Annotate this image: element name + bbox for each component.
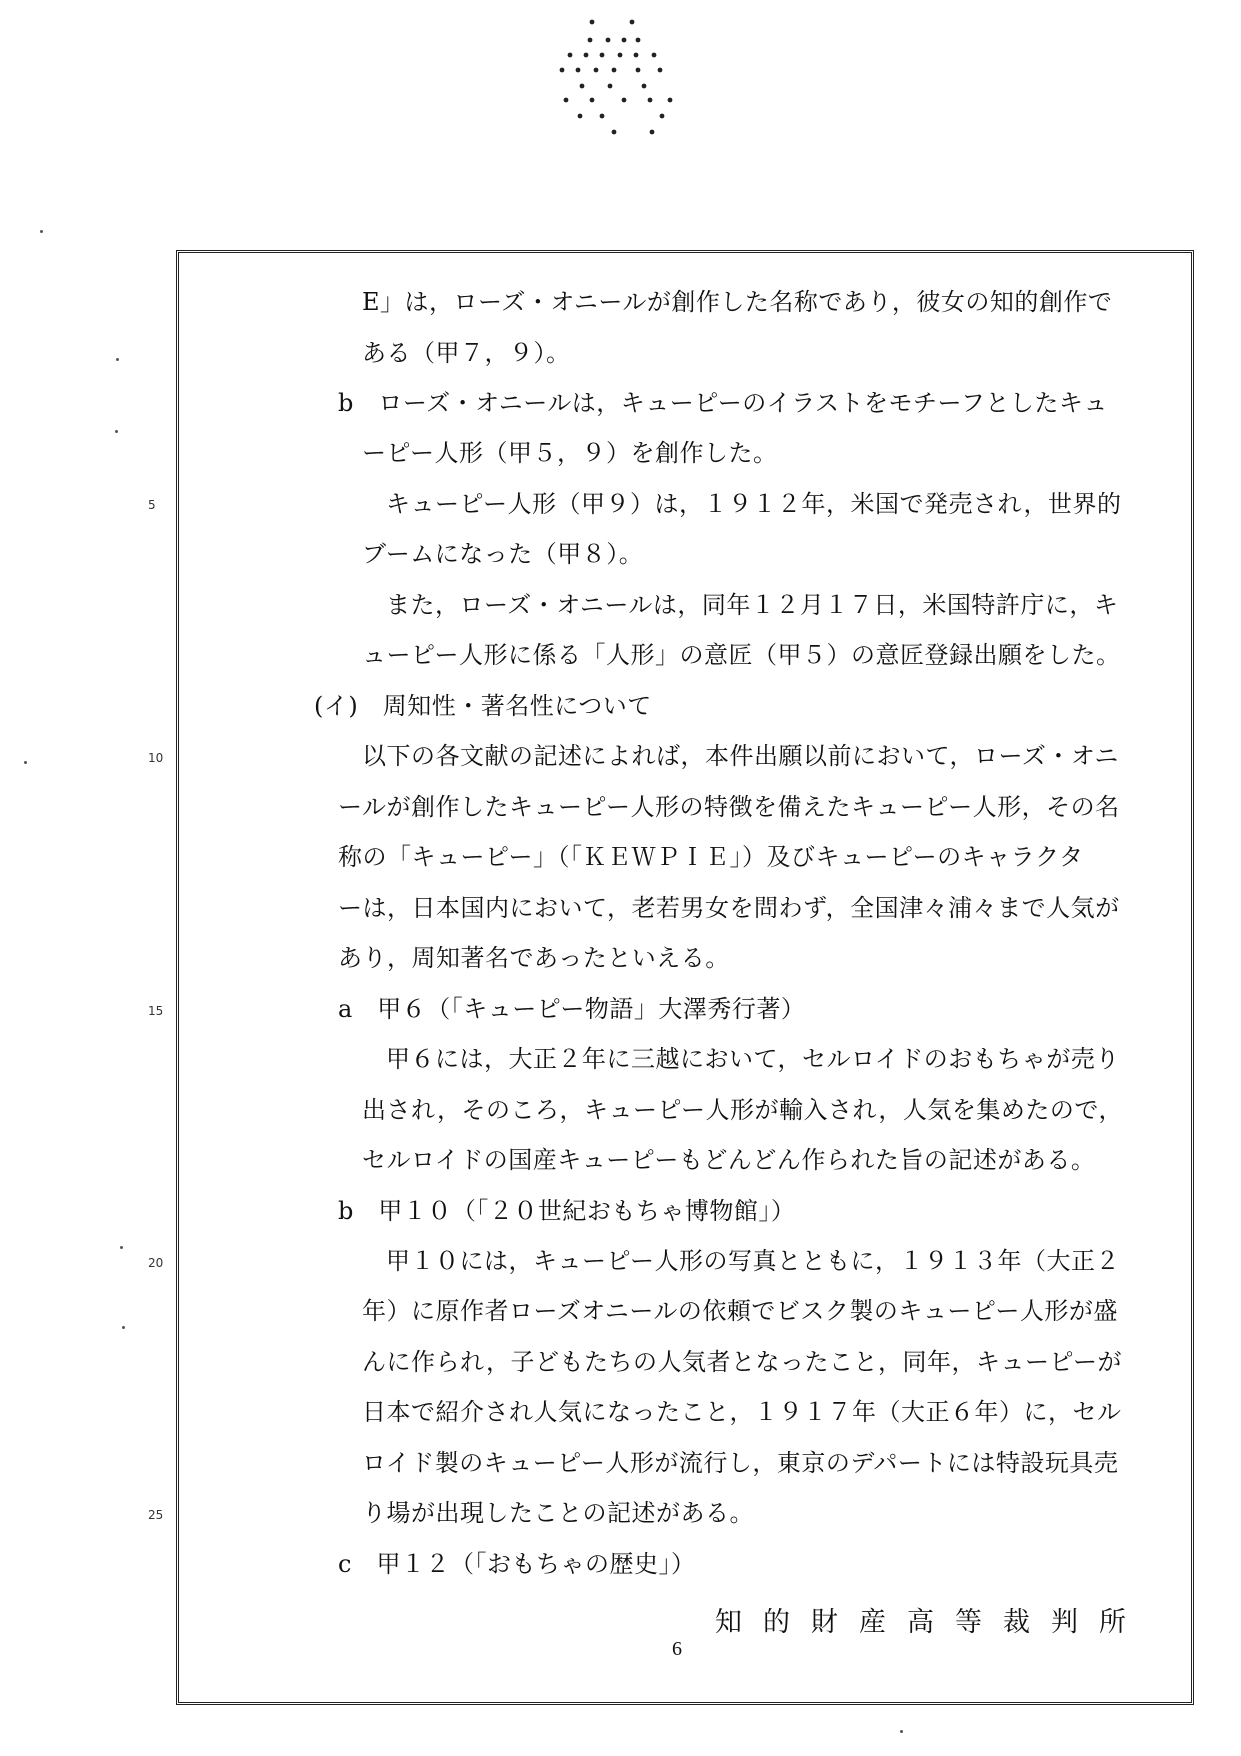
text-line: セルロイドの国産キューピーもどんどん作られた旨の記述がある。	[362, 1146, 1096, 1174]
text-line: 年）に原作者ローズオニールの依頼でビスク製のキューピー人形が盛	[362, 1297, 1118, 1325]
text-line: ューピー人形に係る「人形」の意匠（甲５）の意匠登録出願をした。	[362, 641, 1121, 669]
line-number: 15	[148, 1004, 164, 1018]
text-line: ロイド製のキューピー人形が流行し，東京のデパートには特設玩具売	[362, 1449, 1119, 1477]
text-line: ある（甲７，９）。	[362, 339, 571, 367]
scan-speck	[116, 358, 119, 361]
text-line: キューピー人形（甲９）は，１９１２年，米国で発売され，世界的	[386, 490, 1122, 518]
text-line: 以下の各文献の記述によれば，本件出願以前において，ローズ・オニ	[362, 742, 1119, 770]
scan-speck	[900, 1730, 903, 1733]
text-line: んに作られ，子どもたちの人気者となったこと，同年，キューピーが	[362, 1348, 1122, 1376]
text-line: ーは，日本国内において，老若男女を問わず，全国津々浦々まで人気が	[338, 894, 1120, 922]
page-number: 6	[672, 1638, 682, 1660]
court-name: 知的財産高等裁判所	[715, 1607, 1147, 1638]
text-line: a 甲６（「キューピー物語」大澤秀行著）	[338, 995, 806, 1023]
text-line: 甲１０には，キューピー人形の写真とともに，１９１３年（大正２	[386, 1247, 1121, 1275]
text-line: ールが創作したキューピー人形の特徴を備えたキューピー人形，その名	[338, 793, 1120, 821]
text-line: b 甲１０（「２０世紀おもちゃ博物館」）	[338, 1197, 796, 1225]
perforation-dots	[540, 10, 690, 140]
text-line: E」は，ローズ・オニールが創作した名称であり，彼女の知的創作で	[362, 288, 1113, 316]
scan-speck	[115, 430, 118, 433]
text-line: 日本で紹介され人気になったこと，１９１７年（大正６年）に，セル	[362, 1398, 1122, 1426]
section-heading: (イ) 周知性・著名性について	[314, 692, 652, 720]
scan-speck	[122, 1326, 125, 1329]
text-line: 甲６には，大正２年に三越において，セルロイドのおもちゃが売り	[386, 1045, 1120, 1073]
text-line: b ローズ・オニールは，キューピーのイラストをモチーフとしたキュ	[338, 389, 1108, 417]
line-number: 25	[148, 1508, 164, 1522]
text-line: ブームになった（甲８）。	[362, 540, 644, 568]
text-line: ーピー人形（甲５，９）を創作した。	[362, 439, 778, 467]
text-line: 出され，そのころ，キューピー人形が輸入され，人気を集めたので，	[362, 1096, 1123, 1124]
text-line: また，ローズ・オニールは，同年１２月１７日，米国特許庁に，キ	[386, 591, 1119, 619]
text-line: c 甲１２（「おもちゃの歴史」）	[338, 1550, 696, 1578]
text-line: り場が出現したことの記述がある。	[362, 1499, 754, 1527]
scan-speck	[40, 230, 43, 233]
line-number: 10	[148, 751, 164, 765]
text-line: あり，周知著名であったといえる。	[338, 944, 730, 972]
line-number: 20	[148, 1256, 164, 1270]
scan-speck	[120, 1246, 123, 1249]
text-line: 称の「キューピー」（「ＫＥＷＰＩＥ」）及びキューピーのキャラクタ	[338, 843, 1084, 871]
scan-speck	[24, 761, 27, 764]
line-number: 5	[148, 498, 156, 512]
